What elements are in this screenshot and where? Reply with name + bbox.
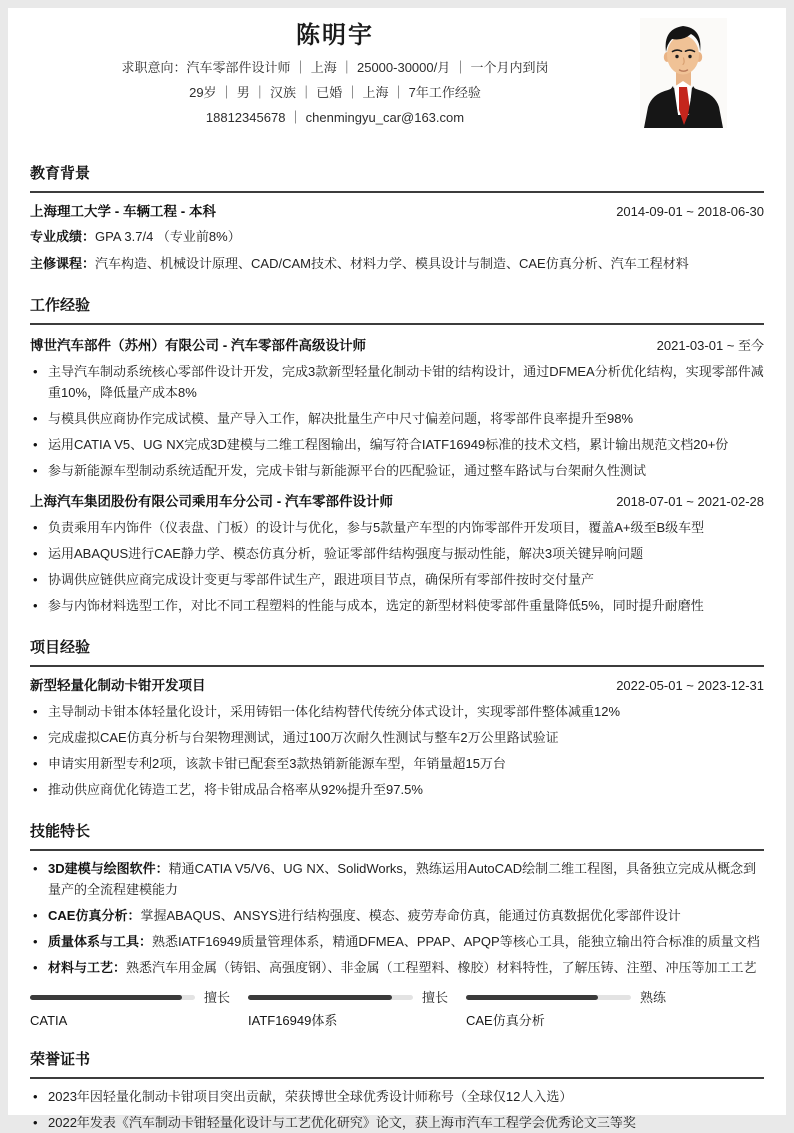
work-entry-2-date: 2018-07-01 ~ 2021-02-28 <box>616 494 764 509</box>
personal-info-line: 29岁 ｜ 男 ｜ 汉族 ｜ 已婚 ｜ 上海 ｜ 7年工作经验 <box>189 85 481 100</box>
skill-item-1-label: 3D建模与绘图软件： <box>48 861 169 876</box>
work-entry-1-date: 2021-03-01 ~ 至今 <box>656 338 764 353</box>
project-entry-1-title: 新型轻量化制动卡钳开发项目 <box>30 678 206 693</box>
skills-bullets <box>30 858 764 978</box>
contact-line: 18812345678 ｜ chenmingyu_car@163.com <box>205 110 465 125</box>
project-entry-1-header <box>30 677 764 694</box>
skill-item-1 <box>30 858 764 900</box>
bullet-item: • 推动供应商优化铸造工艺，将卡钳成品合格率从92%提升至97.5% <box>30 779 764 800</box>
bullet-item: • 参与新能源车型制动系统适配开发，完成卡钳与新能源平台的匹配验证，通过整车路试与台架耐久性测试 <box>30 460 764 481</box>
skill-bar-iatf-fill <box>248 995 392 1000</box>
education-date: 2014-09-01 ~ 2018-06-30 <box>616 204 764 219</box>
skill-item-2-text: 掌握ABAQUS、ANSYS进行结构强度、模态、疲劳寿命仿真，能通过仿真数据优化零部件设计 <box>140 908 681 923</box>
bullet-item: • 2022年发表《汽车制动卡钳轻量化设计与工艺优化研究》论文，获上海市汽车工程学会优秀论文三等奖 <box>30 1112 764 1133</box>
skill-bar-catia-fill <box>30 995 182 1000</box>
skill-bar-cae-name: CAE仿真分析 <box>466 1013 545 1028</box>
skill-item-3-label: 质量体系与工具： <box>48 934 153 949</box>
skill-bar-catia-row <box>30 990 248 1005</box>
skill-bar-cae-track <box>466 995 631 1000</box>
skill-bar-catia-name: CATIA <box>30 1013 68 1028</box>
work-entry-1 <box>30 335 764 481</box>
skill-item-4-text: 熟悉汽车用金属（铸铝、高强度钢）、非金属（工程塑料、橡胶）材料特性，了解压铸、注塑、冲压等加工工艺 <box>126 960 757 975</box>
skill-item-2-label: CAE仿真分析： <box>48 908 141 923</box>
section-skills <box>30 822 764 1028</box>
education-entry <box>30 203 764 274</box>
bullet-item: • 完成虚拟CAE仿真分析与台架物理测试，通过100万次耐久性测试与整车2万公里路试验证 <box>30 727 764 748</box>
project-entry-1-date: 2022-05-01 ~ 2023-12-31 <box>616 678 764 693</box>
section-projects <box>30 638 764 800</box>
bullet-item: • 申请实用新型专利2项，该款卡钳已配套至3款热销新能源车型，年销量超15万台 <box>30 753 764 774</box>
courses-value: 汽车构造、机械设计原理、CAD/CAM技术、材料力学、模具设计与制造、CAE仿真分析、汽车工程材料 <box>95 256 689 271</box>
profile-photo <box>640 18 727 128</box>
skill-bar-cae-fill <box>466 995 598 1000</box>
skill-bar-catia-level: 擅长 <box>204 990 231 1005</box>
header-text-block <box>30 8 640 128</box>
honors-bullets <box>30 1086 764 1133</box>
profile-photo-illustration <box>640 18 727 128</box>
work-entry-1-title: 博世汽车部件（苏州）有限公司 - 汽车零部件高级设计师 <box>30 338 366 353</box>
skill-bar-iatf-name: IATF16949体系 <box>248 1013 338 1028</box>
section-title-skills: 技能特长 <box>30 822 764 851</box>
skill-item-1-text: 精通CATIA V5/V6、UG NX、SolidWorks，熟练运用AutoCAD绘制二维工程图，具备独立完成从概念到量产的全流程建模能力 <box>48 861 757 897</box>
section-honors <box>30 1050 764 1133</box>
candidate-name: 陈明宇 <box>296 22 374 49</box>
section-title-work: 工作经验 <box>30 296 764 325</box>
project-entry-1-bullets <box>30 701 764 800</box>
bullet-item: • 运用CATIA V5、UG NX完成3D建模与二维工程图输出，编写符合IATF16949标准的技术文档，累计输出规范文档20+份 <box>30 434 764 455</box>
skill-bar-catia-track <box>30 995 195 1000</box>
bullet-item: • 协调供应链供应商完成设计变更与零部件试生产，跟进项目节点，确保所有零部件按时交付量产 <box>30 569 764 590</box>
job-intent-line: 求职意向：汽车零部件设计师 ｜ 上海 ｜ 25000-30000/月 ｜ 一个月内到岗 <box>121 60 549 75</box>
section-work <box>30 296 764 616</box>
skill-bars <box>30 990 764 1028</box>
skill-bar-cae-row <box>466 990 684 1005</box>
skill-item-3 <box>30 931 764 952</box>
skill-item-4-label: 材料与工艺： <box>48 960 127 975</box>
work-entry-2-bullets <box>30 517 764 616</box>
bullet-item: • 参与内饰材料选型工作，对比不同工程塑料的性能与成本，选定的新型材料使零部件重量降低5%，同时提升耐磨性 <box>30 595 764 616</box>
skill-bar-iatf-track <box>248 995 413 1000</box>
resume-page <box>8 8 786 1130</box>
skill-bar-iatf-level: 擅长 <box>422 990 449 1005</box>
bullet-item: • 2023年因轻量化制动卡钳项目突出贡献，荣获博世全球优秀设计师称号（全球仅12人入选） <box>30 1086 764 1107</box>
courses-line <box>30 253 764 274</box>
courses-label: 主修课程： <box>30 256 96 271</box>
section-title-projects: 项目经验 <box>30 638 764 667</box>
section-education <box>30 164 764 274</box>
bullet-item: • 与模具供应商协作完成试模、量产导入工作，解决批量生产中尺寸偏差问题，将零部件良率提升至98% <box>30 408 764 429</box>
school-name: 上海理工大学 - 车辆工程 - 本科 <box>30 204 216 219</box>
work-entry-1-bullets <box>30 361 764 481</box>
gpa-label: 专业成绩： <box>30 229 96 244</box>
bullet-item: • 主导制动卡钳本体轻量化设计，采用铸铝一体化结构替代传统分体式设计，实现零部件整体减重12% <box>30 701 764 722</box>
section-title-education: 教育背景 <box>30 164 764 193</box>
skill-bar-iatf <box>248 990 466 1028</box>
resume-header <box>30 8 764 128</box>
skill-item-2 <box>30 905 764 926</box>
education-entry-header <box>30 203 764 220</box>
work-entry-2-title: 上海汽车集团股份有限公司乘用车分公司 - 汽车零部件设计师 <box>30 494 393 509</box>
work-entry-2-header <box>30 493 764 510</box>
skill-bar-iatf-row <box>248 990 466 1005</box>
work-entry-2 <box>30 493 764 616</box>
section-title-honors: 荣誉证书 <box>30 1050 764 1079</box>
skill-bar-cae-level: 熟练 <box>640 990 667 1005</box>
bullet-item: • 主导汽车制动系统核心零部件设计开发，完成3款新型轻量化制动卡钳的结构设计，通过DFMEA分析优化结构，实现零部件减重10%，降低量产成本8% <box>30 361 764 403</box>
skill-bar-catia <box>30 990 248 1028</box>
skill-item-4 <box>30 957 764 978</box>
gpa-value: GPA 3.7/4 （专业前8%） <box>95 229 241 244</box>
work-entry-1-header <box>30 335 764 354</box>
gpa-line <box>30 226 764 247</box>
bullet-item: • 负责乘用车内饰件（仪表盘、门板）的设计与优化，参与5款量产车型的内饰零部件开发项目，覆盖A+级至B级车型 <box>30 517 764 538</box>
project-entry-1 <box>30 677 764 800</box>
skill-bar-cae <box>466 990 684 1028</box>
skill-item-3-text: 熟悉IATF16949质量管理体系，精通DFMEA、PPAP、APQP等核心工具，能独立输出符合标准的质量文档 <box>152 934 760 949</box>
bullet-item: • 运用ABAQUS进行CAE静力学、模态仿真分析，验证零部件结构强度与振动性能，解决3项关键异响问题 <box>30 543 764 564</box>
